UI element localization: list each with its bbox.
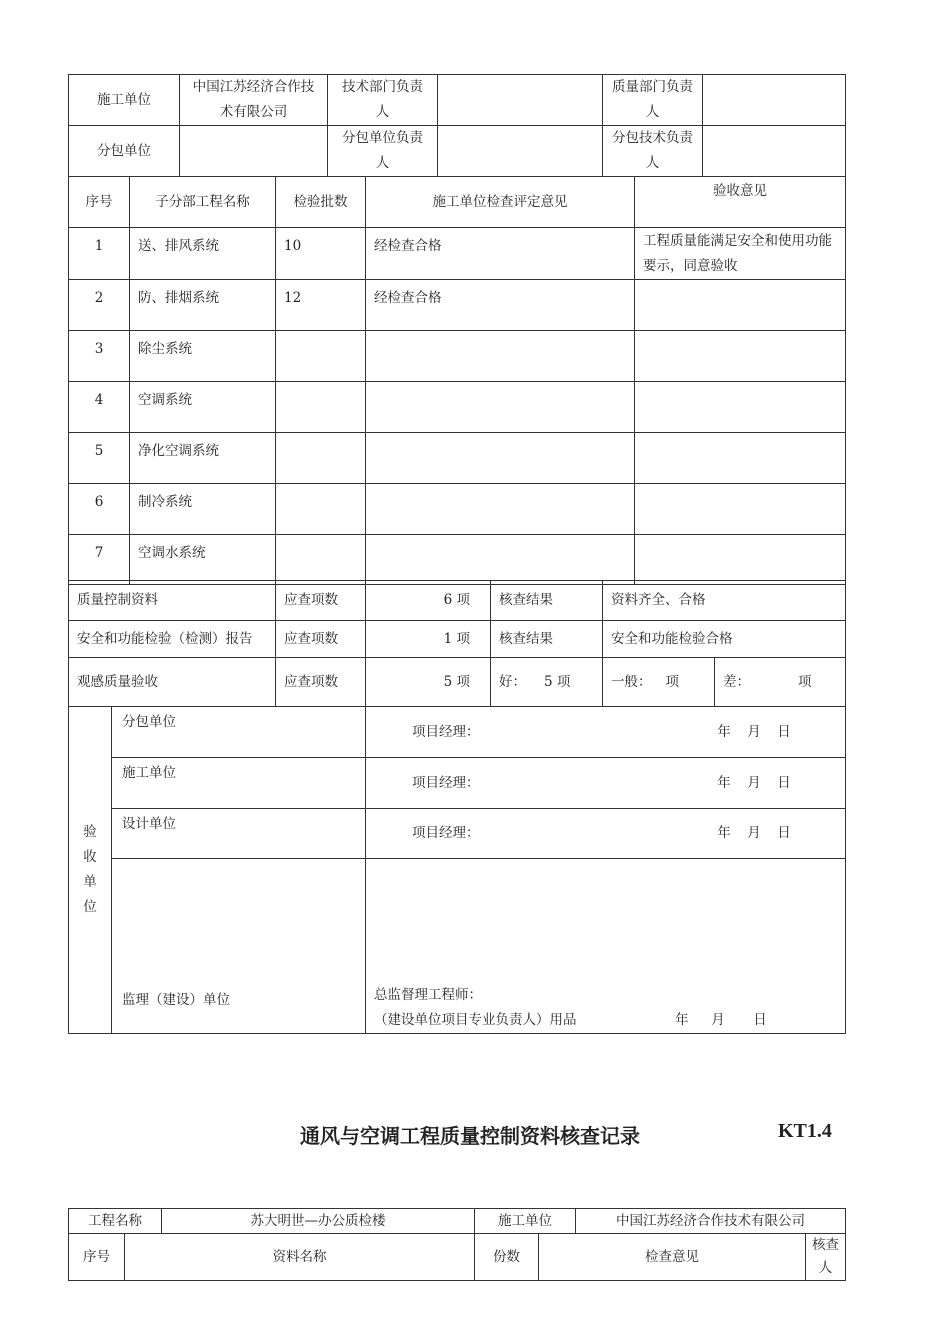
- supervision-note-line: [374, 1008, 837, 1033]
- construction-unit-value: 中国江苏经济合作技术有限公司: [576, 1209, 846, 1234]
- date-fields: 年 月 日: [717, 825, 791, 841]
- row-count: [276, 484, 366, 535]
- row-no: 7: [69, 535, 130, 585]
- normal-unit: 项: [665, 673, 679, 690]
- items-table: [68, 176, 846, 585]
- row-count: [276, 433, 366, 484]
- row-no: 5: [69, 433, 130, 484]
- row-acceptance: [635, 331, 846, 382]
- good-label: 好：: [499, 673, 526, 690]
- header-checker: 核查人: [806, 1234, 846, 1281]
- safety-report-label: 安全和功能检验（检测）报告: [69, 621, 276, 658]
- row-name: 防、排烟系统: [130, 280, 276, 331]
- table-row: [69, 331, 846, 382]
- header-count: 检验批数: [276, 177, 366, 228]
- construction-unit-label: 施工单位: [69, 75, 180, 126]
- table-row: [69, 280, 846, 331]
- quality-dept-label: 质量部门负责人: [603, 75, 703, 126]
- sub-unit-value: [180, 126, 328, 177]
- good-value: 5 项: [544, 673, 571, 690]
- row-opinion: [366, 331, 635, 382]
- count-label: 应查项数: [276, 658, 366, 707]
- row-no: 2: [69, 280, 130, 331]
- row-name: 除尘系统: [130, 331, 276, 382]
- row-name: 空调系统: [130, 382, 276, 433]
- construction-unit-label: 施工单位: [475, 1209, 576, 1234]
- project-name-value: 苏大明世—办公质检楼: [162, 1209, 475, 1234]
- row-count: [276, 535, 366, 585]
- sub-tech-value: [703, 126, 846, 177]
- sub-unit-head-value: [438, 126, 603, 177]
- row-acceptance: [635, 280, 846, 331]
- section-code: KT1.4: [778, 1120, 832, 1142]
- row-opinion: [366, 484, 635, 535]
- date-month: 月: [711, 1012, 725, 1028]
- table-row: [69, 535, 846, 585]
- table-row: [69, 228, 846, 280]
- header-no: 序号: [69, 1234, 125, 1281]
- row-count: 12: [276, 280, 366, 331]
- row-name: 制冷系统: [130, 484, 276, 535]
- header-opinion: 施工单位检查评定意见: [366, 177, 635, 228]
- signer-label: 项目经理：: [412, 723, 480, 740]
- row-acceptance: [635, 484, 846, 535]
- row-acceptance: [635, 535, 846, 585]
- normal-label: 一般：: [611, 673, 652, 690]
- sub-unit-head-label: 分包单位负责人: [328, 126, 438, 177]
- date-fields: 年 月 日: [717, 723, 791, 740]
- result-value: 资料齐全、合格: [603, 581, 846, 621]
- tech-dept-value: [438, 75, 603, 126]
- signature-cell: [366, 758, 846, 809]
- table-row: [69, 382, 846, 433]
- row-opinion: 经检查合格: [366, 280, 635, 331]
- sub-unit-label: 分包单位: [69, 126, 180, 177]
- project-name-label: 工程名称: [69, 1209, 162, 1234]
- summary-table: [68, 580, 846, 707]
- row-no: 3: [69, 331, 130, 382]
- row-name: 净化空调系统: [130, 433, 276, 484]
- acceptance-table: [68, 706, 846, 1034]
- count-value: 6 项: [366, 581, 491, 621]
- table-row: [69, 484, 846, 535]
- row-name: 送、排风系统: [130, 228, 276, 280]
- row-opinion: [366, 382, 635, 433]
- signer-label: 项目经理：: [412, 774, 480, 791]
- count-label: 应查项数: [276, 621, 366, 658]
- header-name: 子分部工程名称: [130, 177, 276, 228]
- signature-cell: [366, 809, 846, 859]
- supervision-signer: 总监督理工程师：: [374, 987, 482, 1003]
- row-no: 6: [69, 484, 130, 535]
- acceptance-unit-name: 分包单位: [112, 707, 366, 758]
- row-no: 1: [69, 228, 130, 280]
- data-check-table: [68, 1208, 846, 1281]
- header-doc-name: 资料名称: [125, 1234, 475, 1281]
- result-value: 安全和功能检验合格: [603, 621, 846, 658]
- signature-cell: [366, 707, 846, 758]
- date-fields: 年 月 日: [717, 774, 791, 791]
- good-cell: [491, 658, 603, 707]
- row-acceptance: [635, 382, 846, 433]
- supervision-unit-name: 监理（建设）单位: [112, 859, 366, 1034]
- poor-unit: 项: [798, 673, 812, 690]
- row-count: 10: [276, 228, 366, 280]
- acceptance-side-label: 验 收 单 位: [69, 707, 112, 1034]
- header-no: 序号: [69, 177, 130, 228]
- row-no: 4: [69, 382, 130, 433]
- count-value: 5 项: [366, 658, 491, 707]
- row-acceptance: 工程质量能满足安全和使用功能要示，同意验收: [635, 228, 846, 280]
- count-value: 1 项: [366, 621, 491, 658]
- header-check-opinion: 检查意见: [539, 1234, 806, 1281]
- row-opinion: 经检查合格: [366, 228, 635, 280]
- acceptance-unit-name: 施工单位: [112, 758, 366, 809]
- quality-data-label: 质量控制资料: [69, 581, 276, 621]
- quality-dept-value: [703, 75, 846, 126]
- result-label: 核查结果: [491, 581, 603, 621]
- poor-label: 差：: [723, 673, 750, 690]
- header-copies: 份数: [475, 1234, 539, 1281]
- header-acceptance: 验收意见: [635, 177, 846, 228]
- row-opinion: [366, 433, 635, 484]
- row-name: 空调水系统: [130, 535, 276, 585]
- row-acceptance: [635, 433, 846, 484]
- row-count: [276, 382, 366, 433]
- sub-tech-label: 分包技术负责人: [603, 126, 703, 177]
- row-opinion: [366, 535, 635, 585]
- appearance-label: 观感质量验收: [69, 658, 276, 707]
- header-info-table: [68, 74, 846, 177]
- section-title: 通风与空调工程质量控制资料核查记录: [300, 1124, 640, 1148]
- date-year: 年: [675, 1012, 689, 1028]
- poor-cell: [715, 658, 846, 707]
- supervision-signature-cell: [366, 859, 846, 1034]
- construction-unit-value: 中国江苏经济合作技术有限公司: [180, 75, 328, 126]
- normal-cell: [603, 658, 715, 707]
- table-row: [69, 433, 846, 484]
- acceptance-unit-name: 设计单位: [112, 809, 366, 859]
- count-label: 应查项数: [276, 581, 366, 621]
- result-label: 核查结果: [491, 621, 603, 658]
- row-count: [276, 331, 366, 382]
- supervision-note: （建设单位项目专业负责人）用品: [374, 1012, 577, 1028]
- signer-label: 项目经理：: [412, 825, 480, 841]
- date-day: 日: [753, 1012, 767, 1028]
- tech-dept-label: 技术部门负责人: [328, 75, 438, 126]
